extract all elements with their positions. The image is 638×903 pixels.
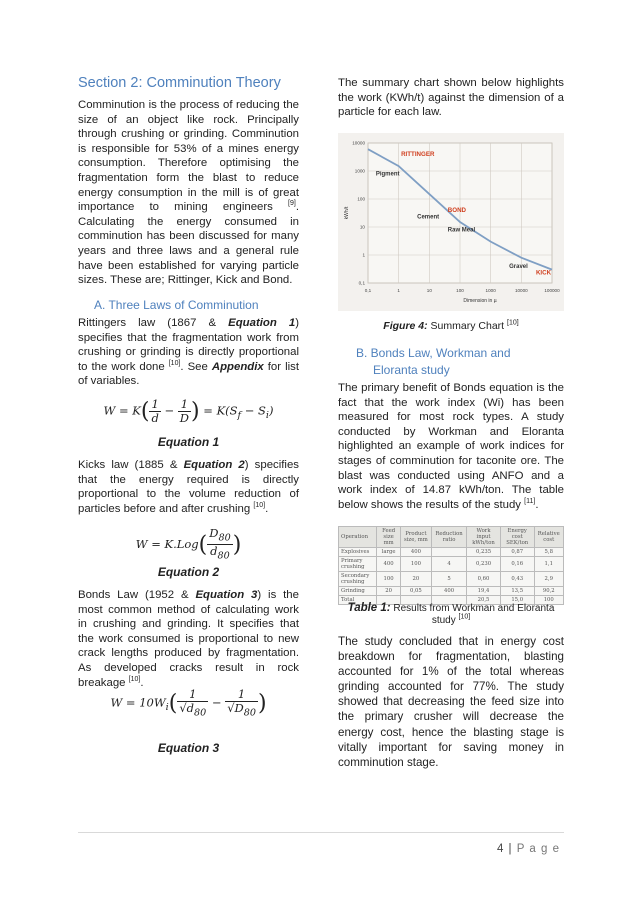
x-tick-label: 0,1 [364, 288, 372, 293]
x-axis-label: Dimension in µ [463, 298, 497, 304]
table-row: Explosives large 400 0,235 0,87 5,8 [339, 548, 564, 557]
equation-3-label: Equation 3 [157, 741, 220, 755]
conclusion-paragraph: The study concluded that in energy cost breakdown for fragmentation, blasting accounted for 1% of the total whereas grinding accounted for 77%. The study showed that decreasing the feed size into the primary crusher will decrease the energy cost, hence the blasting stage is vitally important for saving money in comminution stage. [338, 635, 564, 769]
equation-2-label: Equation 2 [157, 565, 220, 579]
table-header: Relative cost [534, 527, 563, 548]
bond-study-paragraph: The primary benefit of Bonds equation is the fact that the work index (Wi) has been measured for most rock types. A study conducted by Workman and Eloranta highlighted an example of work indices for stages of comminution for taconite ore. The blast was conducted using ANFO and a work index of 14.87 kWh/ton. The table below shows the results of the study [11]. [338, 382, 564, 511]
table-header: Reduction ratio [431, 527, 466, 548]
table-header: Feed size mm [377, 527, 400, 548]
kick-paragraph: Kicks law (1885 & Equation 2) specifies that the energy required is directly proportional to the volume reduction of particles before and after crushing [10]. [78, 459, 299, 515]
y-tick-label: 10 [359, 224, 365, 230]
page-footer: 4 | P a g e [496, 843, 560, 855]
x-tick-label: 100000 [544, 288, 560, 293]
subsection-three-laws: A. Three Laws of Comminution [94, 298, 259, 312]
table-row: Grinding 20 0,05 400 19,4 13,5 90,2 [339, 587, 564, 596]
x-tick-label: 100 [456, 288, 464, 293]
workman-eloranta-table [338, 526, 564, 605]
table-1-caption: Table 1: Results from Workman and Eloranta study [10] [347, 602, 555, 626]
section-title: Section 2: Comminution Theory [78, 75, 281, 91]
x-tick-label: 10000 [514, 288, 528, 293]
y-tick-label: 1000 [354, 168, 365, 174]
y-tick-label: 0,1 [358, 280, 365, 286]
material-label: Cement [417, 214, 440, 221]
table-header: Work input kWh/ton [467, 527, 501, 548]
equation-2-formula: W = K.Log( $\frac{D_{80}}{d_{80}}$ ) [135, 526, 242, 562]
table-header-row [339, 527, 564, 548]
subsection-bonds-law: B. Bonds Law, Workman and [356, 346, 511, 360]
rittinger-paragraph: Rittingers law (1867 & Equation 1) specifies that the fragmentation work from crushing or grinding is directly proportional to the work done [10]. See Appendix for list of variables. [78, 317, 299, 388]
table-row: Secondary crushing 100 20 5 0,60 0,43 2,9 [339, 572, 564, 587]
x-tick-label: 1 [397, 288, 400, 293]
y-tick-label: 100 [357, 196, 365, 202]
footer-divider [78, 832, 564, 833]
x-tick-label: 1000 [485, 288, 496, 293]
material-label: Gravel [509, 263, 528, 270]
summary-chart [338, 133, 564, 311]
material-label: Pigment [375, 171, 400, 178]
figure-4-caption: Figure 4: Summary Chart [10] [383, 319, 519, 332]
table-header: Operation [339, 527, 377, 548]
page-number: 4 [496, 843, 505, 855]
page-word: P a g e [516, 843, 560, 855]
y-tick-label: 1 [362, 252, 365, 258]
equation-1-formula: W = K( $\frac{1}{d}$ − $\frac{1}{D}$ ) = $K(S_f - S_i)$ [103, 397, 274, 425]
bond-paragraph: Bonds Law (1952 & Equation 3) is the most common method of calculating work in crushing and grinding. It specifies that the work consumed is proportional to new crack lengths produced by fragmentation. As developed cracks result in rock breakage [10]. [78, 589, 299, 689]
table-header: Product size, mm [400, 527, 431, 548]
x-tick-label: 10 [426, 288, 432, 293]
equation-1-label: Equation 1 [157, 435, 220, 449]
subsection-bonds-law-cont: Eloranta study [373, 363, 450, 377]
table-row: Total 20,5 15,0 100 [339, 596, 564, 605]
table-row: Primary crushing 400 100 4 0,230 0,16 1,1 [339, 557, 564, 572]
equation-3-formula: $W = 10W_i$( $\frac{1}{√d_{80}}$ − $\frac{1}{√D_{80}}$ ) [110, 687, 267, 719]
law-label: BOND [447, 206, 467, 214]
y-tick-label: 10000 [352, 140, 365, 146]
law-label: RITTINGER [401, 150, 435, 158]
table-header: Energy cost SEK/ton [500, 527, 534, 548]
material-label: Raw Meal [447, 227, 476, 234]
chart-intro-paragraph: The summary chart shown below highlights the work (KWh/t) against the dimension of a particle for each law. [338, 77, 564, 119]
intro-paragraph: Comminution is the process of reducing the size of an object like rock. Principally through crushing or grinding. Comminution is responsible for 53% of a mines energy consumption. Therefore optimising the fragmentation form the blast to reduce energy consumption in the mill is of great importance to mining engineers [9]. Calculating the energy consumed in comminution has been discussed for many years and three laws and a general rule have been established for varying particle sizes. These are; Rittinger, Kick and Bond. [78, 99, 299, 287]
y-axis-label: kWh/t [344, 206, 350, 220]
law-label: KICK [535, 269, 552, 277]
